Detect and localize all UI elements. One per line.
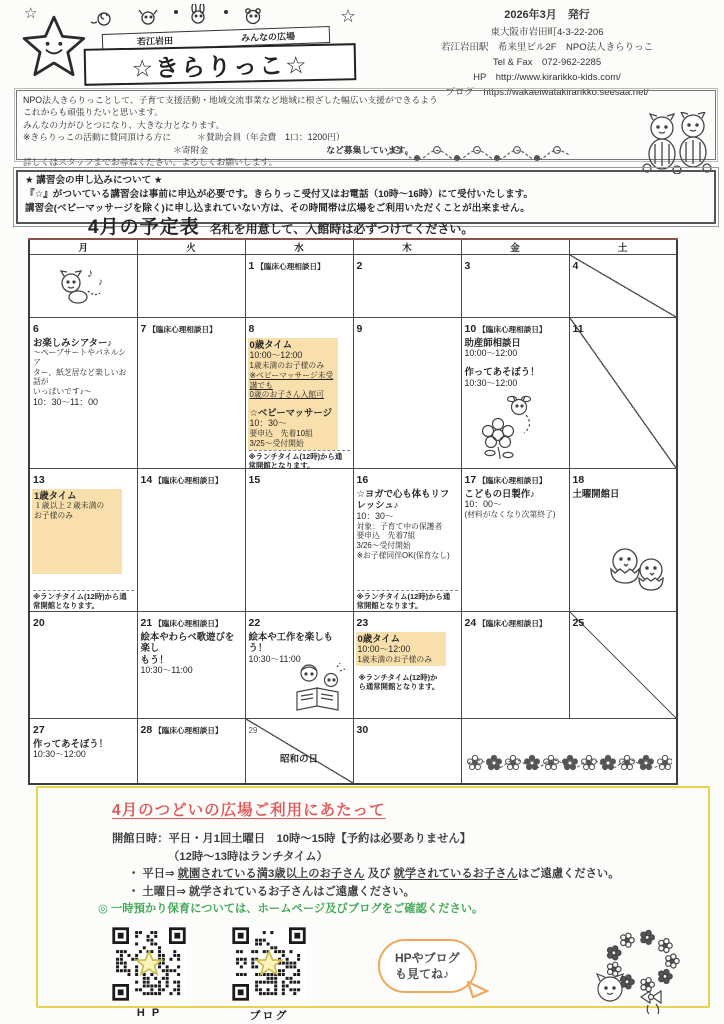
date-number: 9	[356, 323, 363, 335]
masthead	[22, 4, 716, 99]
publisher-info	[378, 4, 716, 99]
singing-cat-icon	[54, 263, 112, 310]
qr-row	[112, 927, 690, 1023]
event-title: 絵本や工作を楽しもう！	[248, 630, 333, 654]
event-title: お楽しみシアター♪	[33, 336, 113, 348]
temporary-care-note: ◎ 一時預かり保育については、ホームページ及びブログをご確認ください。	[98, 903, 484, 915]
date-number: 11	[572, 323, 584, 335]
event-text: 10：30～	[249, 418, 287, 429]
cell-header	[465, 319, 566, 337]
event-text: いっぱいです♪～	[33, 387, 92, 396]
date-number: 7	[140, 323, 147, 335]
calendar-cell	[29, 318, 137, 469]
cell-header	[141, 319, 242, 337]
intro-line: ＊寄附金 など募集しています。	[173, 144, 414, 155]
date-number: 15	[248, 474, 261, 486]
event-text: ※お子様同伴OK(保育なし)	[356, 550, 450, 560]
usage-body	[56, 831, 690, 919]
calendar-cell	[461, 318, 569, 469]
event-title: 0歳タイム	[357, 632, 401, 644]
weekday-rule	[128, 866, 690, 884]
blog-qr-label: ブログ	[249, 1009, 289, 1022]
cell-header	[249, 470, 350, 488]
hp-qr-code-icon	[112, 927, 186, 1006]
lunch-note: ※ランチタイム(12時)から通常開館となります。	[249, 450, 350, 471]
calendar-cell	[137, 318, 245, 469]
twin-cats-icon	[635, 112, 719, 177]
event-text: 10:30～11:00	[248, 653, 301, 664]
calendar-cell	[29, 469, 137, 612]
calendar-cell	[29, 255, 137, 318]
usage-box	[36, 786, 710, 1022]
logo-region: 若江岩田	[136, 35, 174, 47]
bee-flower-icon	[476, 389, 538, 466]
event-text	[250, 400, 336, 407]
issue-date: 2026年3月 発行	[504, 9, 590, 21]
calendar-cell	[461, 255, 569, 318]
event-title: 0歳タイム	[249, 338, 293, 350]
calendar-cell	[353, 469, 461, 612]
day-header: 金	[461, 239, 569, 255]
cell-header	[249, 256, 350, 274]
event-title: 作ってあそぼう！	[33, 737, 109, 749]
blog-qr-block	[232, 927, 306, 1023]
cell-header	[573, 319, 674, 337]
event-text: 1歳未満のお子様のみ	[249, 361, 325, 371]
consult-day-tag: 【臨床心理相談日】	[148, 325, 217, 334]
event-title: 1歳タイム	[34, 489, 77, 501]
calendar-cell	[245, 719, 353, 785]
event-text: 1歳未満のお子様のみ	[357, 655, 433, 665]
date-number: 27	[33, 724, 45, 736]
calendar-cell	[569, 255, 677, 318]
highlighted-event-block	[356, 632, 446, 666]
calendar-cell	[137, 612, 245, 719]
calendar-cell	[137, 469, 245, 612]
cell-header	[573, 470, 674, 488]
chicks-icon	[602, 544, 672, 609]
cell-header	[465, 613, 566, 631]
saturday-rule: ・ 土曜日⇒ 就学されているお子さんはご遠慮ください。	[128, 885, 415, 898]
svg-text:♪: ♪	[87, 265, 94, 280]
calendar-cell	[461, 719, 677, 785]
text-segment: 及び	[364, 868, 394, 880]
cell-header	[33, 613, 134, 631]
calendar-cell	[29, 612, 137, 719]
date-number: 2	[356, 260, 363, 272]
calendar-cell	[137, 719, 245, 785]
event-title: 助産師相談日	[464, 336, 521, 348]
event-text: 0歳のお子さん入館可	[249, 390, 325, 400]
lunch-note: ※ランチタイム(12時)から通常開館となります。	[357, 590, 458, 611]
event-text: 3/25～受付開始	[249, 439, 304, 449]
lunch-note: ※ランチタイム(12時)から通常開館となります。	[358, 672, 440, 692]
date-number: 29	[248, 726, 258, 735]
event-title: 絵本やわらべ歌遊びを楽し	[140, 630, 235, 654]
intro-line: みんなの力がひとつになり、大きな力となります。	[23, 119, 225, 130]
day-header: 火	[137, 239, 245, 255]
date-number: 13	[33, 474, 45, 486]
cell-header	[573, 613, 674, 631]
event-text: 3/26～受付開始	[356, 540, 411, 550]
event-text: １歳以上２歳未満の	[34, 501, 105, 511]
calendar-subtitle: 名札を用意して、入館時は必ずつけてください。	[209, 222, 474, 236]
cell-header	[249, 613, 350, 631]
text-segment: 就学されているお子さん	[393, 868, 518, 880]
speech-bubble	[378, 939, 477, 993]
date-number: 10	[464, 323, 477, 335]
cell-header	[249, 720, 350, 738]
bubble-line: HPやブログ	[395, 950, 460, 965]
svg-text:♪: ♪	[98, 276, 104, 288]
event-text: 10:00～12:00	[464, 348, 518, 359]
calendar-cell	[245, 255, 353, 318]
highlighted-event-block	[248, 338, 338, 450]
event-text	[465, 359, 566, 366]
calendar-cell	[461, 469, 569, 612]
star-decoration-icon: ☆	[24, 5, 38, 22]
date-number: 4	[572, 260, 579, 272]
hp-line	[378, 70, 716, 85]
event-text: 10:30～11:00	[140, 665, 193, 675]
event-title: 作ってあそぼう！	[464, 366, 540, 378]
event-text: ※ベビーマッサージ未受講でも	[249, 370, 334, 390]
lunch-note: ※ランチタイム(12時)から通常開館となります。	[33, 590, 134, 611]
blog-label: ブログ	[445, 87, 474, 99]
cell-header	[33, 720, 134, 738]
calendar-cell	[29, 719, 137, 785]
intro-line: NPO法人きらりっことして、子育て支援活動・地域交流事業など地域に根ざした幅広い支援ができるよう	[23, 95, 438, 105]
date-number: 6	[33, 323, 39, 335]
event-text: 対象：子育て中の保護者	[356, 521, 443, 531]
star-decoration-icon: ☆	[340, 6, 357, 26]
april-schedule-calendar	[28, 238, 678, 785]
calendar-cell	[353, 318, 461, 469]
highlighted-event-block	[32, 489, 122, 574]
consult-day-tag: 【臨床心理相談日】	[478, 325, 547, 334]
event-text: 要申込 先着7組	[356, 531, 416, 541]
blog-url: https://wakaeiwatakirarikko.seesaa.net/	[483, 87, 649, 99]
cell-header	[33, 319, 134, 337]
calendar-cell	[353, 255, 461, 318]
event-text: お子様のみ	[34, 510, 73, 520]
hp-qr-label: H P	[136, 1006, 162, 1019]
event-text: 10:30～12:00	[464, 377, 518, 388]
bubble-line: も見てね♪	[395, 966, 450, 981]
intro-line: これからも頑張りたいと思います。	[23, 107, 164, 118]
intro-box	[16, 90, 716, 168]
consult-day-tag: 【臨床心理相談日】	[154, 726, 223, 735]
notice-line: 講習会(ベビーマッサージを除く)に申し込まれていない方は、その時間帯は広場をご利用いただくことが出来ません。	[25, 203, 530, 215]
event-text: 10：30～	[356, 510, 394, 521]
calendar-cell	[569, 318, 677, 469]
day-header: 木	[353, 239, 461, 255]
reading-pair-icon	[291, 661, 349, 716]
logo-tagline: みんなの広場	[240, 31, 296, 44]
date-number: 30	[356, 724, 369, 736]
kirarikko-logo	[22, 4, 374, 86]
day-header: 土	[569, 239, 677, 255]
cell-header	[465, 256, 566, 274]
date-number: 18	[572, 474, 585, 486]
cell-header	[465, 470, 566, 488]
date-number: 14	[140, 474, 153, 486]
date-number: 17	[464, 474, 477, 486]
event-title: もう！	[140, 653, 169, 665]
event-text: 要申込 先着10組	[249, 429, 313, 439]
cell-header	[141, 470, 242, 488]
calendar-cell	[569, 612, 677, 719]
text-segment: ・ 平日⇒	[128, 868, 178, 880]
lunch-time-note: （12時～13時はランチタイム）	[168, 850, 328, 863]
calendar-cell	[245, 469, 353, 612]
date-number: 28	[140, 724, 153, 736]
hp-qr-block	[112, 927, 186, 1019]
hp-label: HP	[473, 72, 487, 84]
cell-header	[249, 319, 350, 337]
text-segment: はご遠慮ください。	[517, 868, 620, 880]
event-text: (材料がなくなり次第終了)	[464, 510, 556, 520]
calendar-cell	[353, 719, 461, 785]
address-line: 東大阪市岩田町4-3-22-206	[490, 26, 604, 38]
calendar-cell	[461, 612, 569, 719]
wreath-cat-icon	[580, 925, 688, 1022]
calendar-cell	[137, 255, 245, 318]
event-text: ～ペープサートやパネルシア	[33, 348, 126, 367]
calendar-cell	[245, 318, 353, 469]
cell-header	[573, 256, 674, 274]
cell-header	[357, 613, 458, 631]
cell-header	[141, 720, 242, 738]
date-number: 16	[356, 474, 369, 486]
tel-line: Tel & Fax 072-962-2285	[492, 56, 602, 68]
hp-url: http://www.kirarikko-kids.com/	[495, 72, 621, 84]
consult-day-tag: 【臨床心理相談日】	[478, 619, 547, 628]
date-number: 25	[572, 617, 585, 629]
date-number: 8	[248, 323, 255, 335]
event-title: ☆ベビーマッサージ	[249, 406, 332, 418]
cell-header	[357, 319, 458, 337]
day-header: 水	[245, 239, 353, 255]
cell-header	[357, 720, 458, 738]
consult-day-tag: 【臨床心理相談日】	[154, 619, 223, 628]
blog-qr-code-icon	[232, 927, 306, 1006]
calendar-cell	[245, 612, 353, 719]
date-number: 3	[464, 260, 471, 272]
flower-chain-icon	[466, 751, 673, 780]
consult-day-tag: 【臨床心理相談日】	[154, 476, 223, 485]
cell-header	[141, 613, 242, 631]
day-header: 月	[29, 239, 137, 255]
consult-day-tag: 【臨床心理相談日】	[256, 262, 325, 271]
date-number: 1	[248, 260, 255, 272]
event-text: 10:00～12:00	[357, 644, 411, 655]
intro-line: ※きらりっこの活動に賛同頂ける方に ＊賛助会員（年会費 1口：1200円）	[23, 132, 345, 143]
holiday-label: 昭和の日	[279, 753, 318, 765]
intro-line: 詳しくはスタッフまでお尋ねください。よろしくお願いします。	[23, 157, 278, 168]
cell-header	[357, 470, 458, 488]
event-text: 10:00～12:00	[249, 350, 303, 361]
event-text: 10：00～	[464, 499, 502, 510]
building-line: 若江岩田駅 希来里ビル2F NPO法人きらりっこ	[440, 41, 654, 53]
logo-name: ☆きらりっこ☆	[84, 43, 357, 86]
opening-hours: 開館日時：平日・月1回土曜日 10時～15時【予約は必要ありません】	[112, 833, 472, 845]
event-text: ター、紙芝居など楽しいお話が	[33, 367, 127, 387]
calendar-cell	[353, 612, 461, 719]
event-title: ☆ヨガで心も体もリフ	[356, 487, 450, 499]
usage-title: 4月のつどいの広場ご利用にあたって	[112, 802, 386, 819]
calendar-heading	[88, 212, 473, 239]
star-mascot-icon	[22, 15, 88, 84]
calendar-title: 4月の予定表	[88, 217, 200, 238]
cell-header	[33, 470, 134, 488]
date-number: 23	[356, 617, 369, 629]
cell-header	[357, 256, 458, 274]
consult-day-tag: 【臨床心理相談日】	[478, 476, 547, 485]
event-title: 土曜開館日	[572, 487, 620, 499]
date-number: 22	[248, 617, 261, 629]
bird-flower-flourish-icon	[385, 142, 575, 167]
notice-line: 『☆』がついている講習会は事前に申込が必要です。きらりっこ受付又はお電話（10時～16時）にて受付いたします。	[25, 189, 534, 201]
text-segment: 就園されている満3歳以上のお子さん	[177, 868, 365, 880]
event-title: こどもの日製作♪	[464, 487, 535, 499]
notice-title: ★ 講習会の申し込みについて ★	[25, 175, 163, 186]
event-text: 10：30～11：00	[33, 396, 98, 407]
calendar-cell	[569, 469, 677, 612]
event-text: 10:30～12:00	[33, 749, 86, 760]
event-title: レッシュ♪	[356, 499, 399, 511]
date-number: 20	[33, 617, 45, 629]
date-number: 21	[140, 617, 153, 629]
date-number: 24	[464, 617, 477, 629]
